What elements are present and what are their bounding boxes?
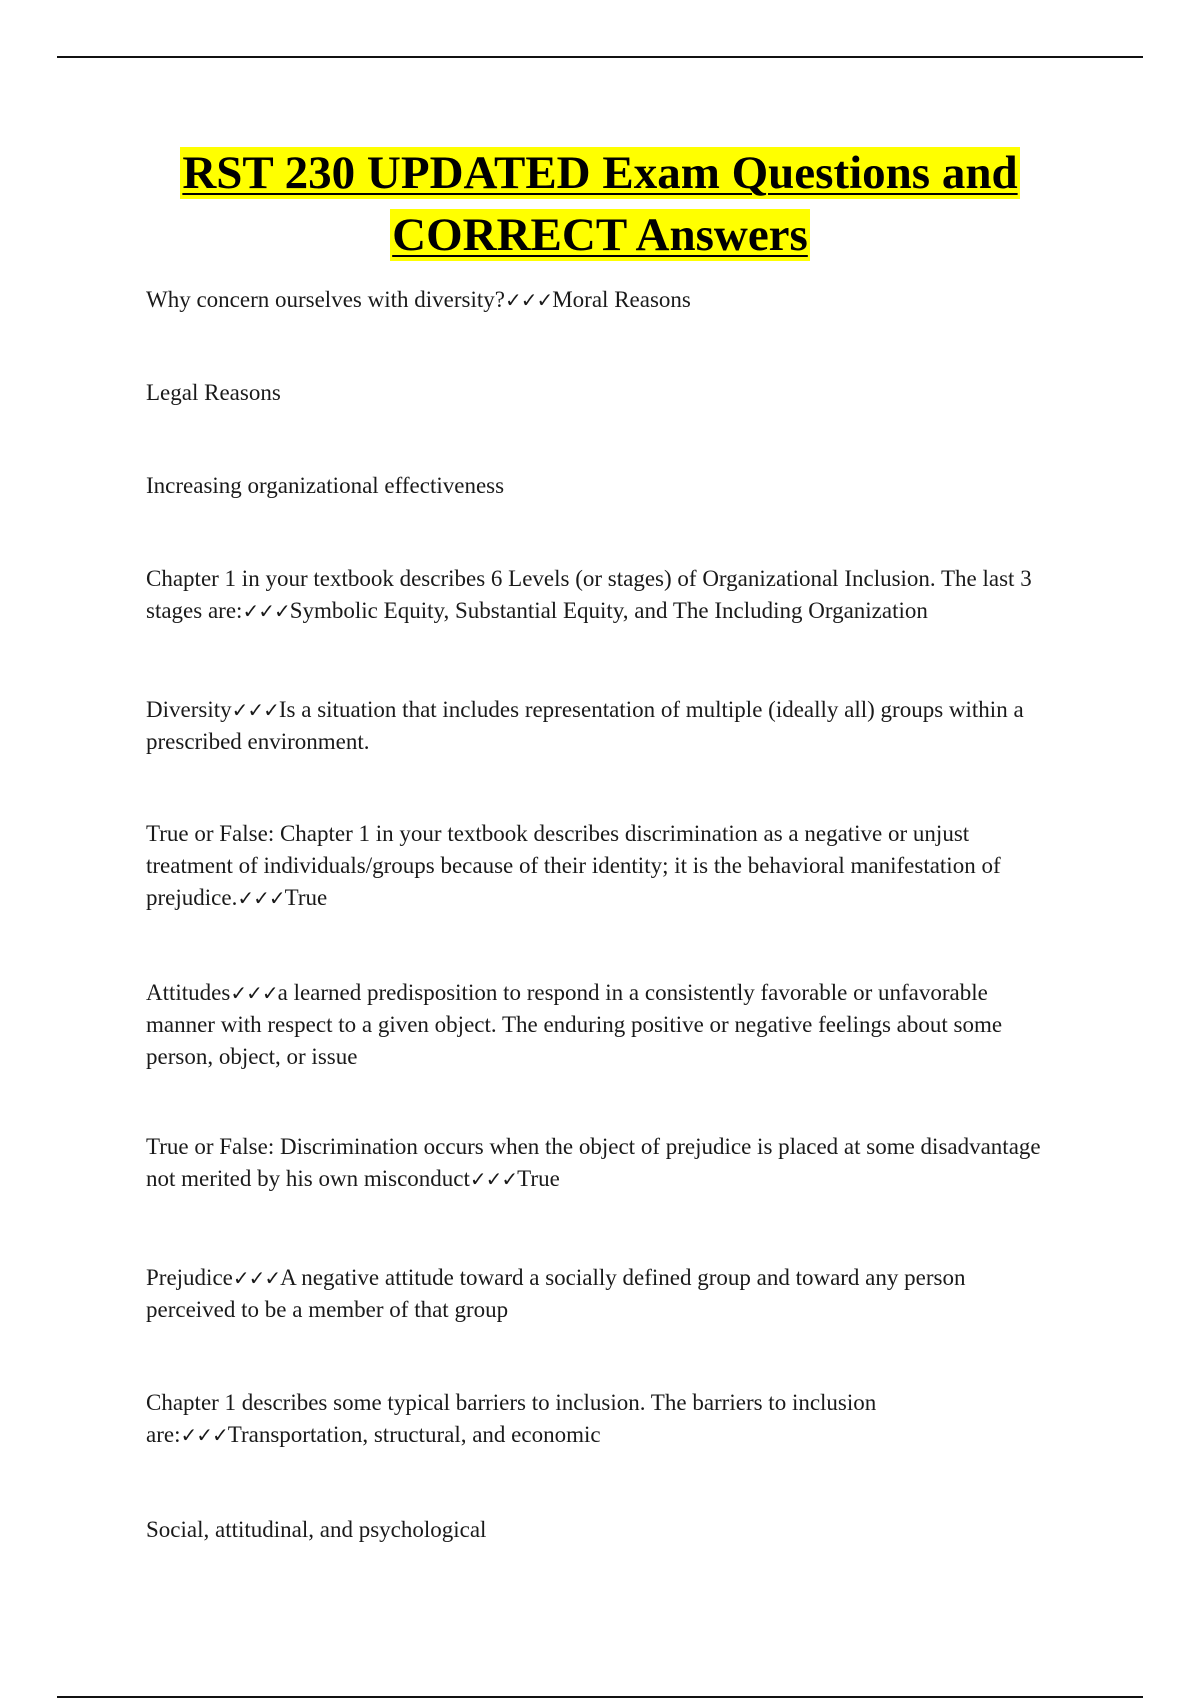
qa-item [146,470,1051,502]
qa-item [146,694,1051,758]
checkmark-icon: ✓✓✓ [242,599,290,623]
answer-text: Increasing organizational effectiveness [146,473,505,498]
checkmark-icon: ✓✓✓ [231,698,279,722]
qa-item [146,1514,1051,1546]
answer-text: Is a situation that includes representation of multiple (ideally all) groups within a prescribed environment. [146,697,1024,754]
question-text: Attitudes [146,980,231,1005]
question-text: Chapter 1 describes some typical barriers to inclusion. The barriers to inclusion are: [146,1390,877,1447]
question-text: Diversity [146,697,232,722]
answer-text: Legal Reasons [146,380,281,405]
qa-item [146,1131,1051,1195]
top-rule [57,56,1143,58]
question-text: True or False: Discrimination occurs when the object of prejudice is placed at some disadvantage not merited by his own misconduct [146,1134,1041,1191]
question-text: True or False: Chapter 1 in your textbook describes discrimination as a negative or unjust treatment of individuals/groups because of their identity; it is the behavioral manifestation of prejudice. [146,821,1001,910]
qa-item [146,818,1051,914]
page-title [100,142,1100,266]
answer-text: Social, attitudinal, and psychological [146,1517,487,1542]
qa-item [146,1262,1051,1326]
answer-text: Moral Reasons [552,287,691,312]
answer-text: True [517,1166,560,1191]
question-text: Why concern ourselves with diversity? [146,287,505,312]
checkmark-icon: ✓✓✓ [469,1167,518,1191]
title-line-1: RST 230 UPDATED Exam Questions and [182,147,1018,199]
answer-text: A negative attitude toward a socially defined group and toward any person perceived to be a member of that group [146,1265,966,1322]
question-text: Prejudice [146,1265,233,1290]
qa-item [146,563,1051,627]
answer-text: Transportation, structural, and economic [227,1422,601,1447]
qa-item [146,284,1051,316]
answer-text: Symbolic Equity, Substantial Equity, and The Including Organization [289,598,928,623]
checkmark-icon: ✓✓✓ [232,1266,281,1290]
qa-item [146,1387,1051,1451]
title-line-2: CORRECT Answers [392,209,808,261]
qa-item [146,977,1051,1073]
checkmark-icon: ✓✓✓ [237,886,285,910]
checkmark-icon: ✓✓✓ [504,288,553,312]
answer-text: a learned predisposition to respond in a consistently favorable or unfavorable manner with respect to a given object. The enduring positive or negative feelings about some person, object, or issue [146,980,1003,1069]
question-text: Chapter 1 in your textbook describes 6 Levels (or stages) of Organizational Inclusion. The last 3 stages are: [146,566,1032,623]
answer-text: True [284,885,328,910]
bottom-rule [57,1696,1143,1698]
checkmark-icon: ✓✓✓ [230,981,278,1005]
qa-item [146,377,1051,409]
checkmark-icon: ✓✓✓ [180,1423,228,1447]
